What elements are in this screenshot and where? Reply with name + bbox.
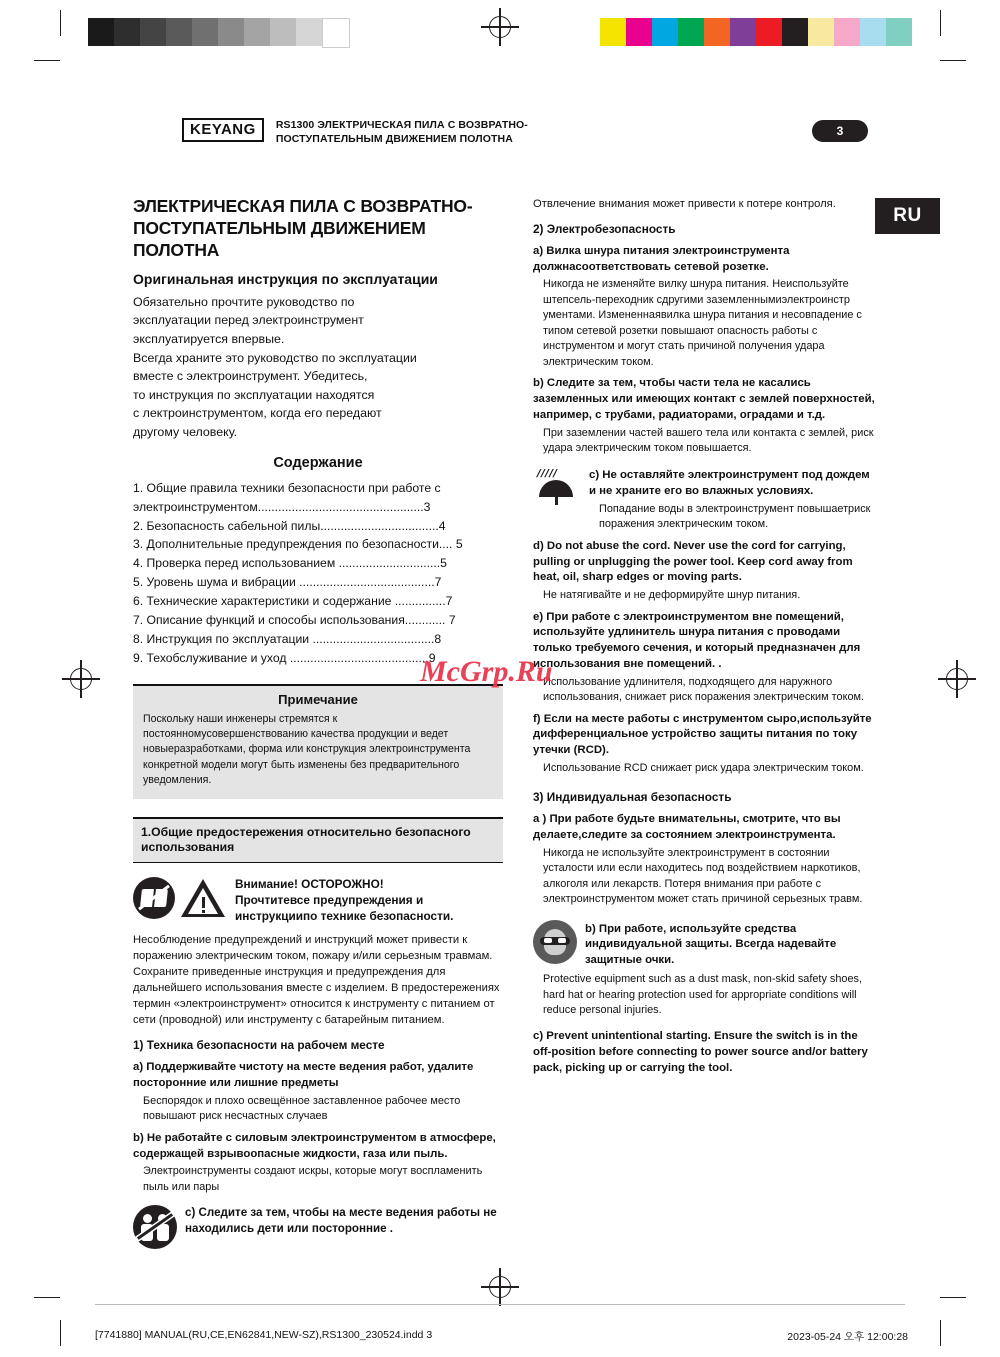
gray-swatch bbox=[218, 18, 244, 46]
lead-line: эксплуатации перед электроинструмент bbox=[133, 313, 364, 328]
registration-mark-bottom bbox=[481, 1268, 519, 1306]
gray-swatch bbox=[140, 18, 166, 46]
lead-line: то инструкция по эксплуатации находятся bbox=[133, 387, 375, 402]
item-a-body: Беспорядок и плохо освещённое заставленное рабочее место повышают риск несчастных случаев bbox=[143, 1094, 461, 1123]
registration-mark-left bbox=[62, 660, 100, 698]
page-number-badge: 3 bbox=[812, 120, 868, 142]
crop-mark-left-top bbox=[34, 60, 60, 61]
lead-line: Всегда храните это руководство по эксплуатации bbox=[133, 350, 417, 365]
toc-title: Содержание bbox=[273, 454, 363, 471]
footer-divider bbox=[95, 1304, 905, 1305]
toc-entry: 9. Техобслуживание и уход .........................................9 bbox=[133, 650, 436, 665]
crop-mark-left-bottom bbox=[34, 1297, 60, 1298]
color-swatch bbox=[652, 18, 678, 46]
continuation-line: Отвлечение внимания может привести к потере контроля. bbox=[533, 198, 836, 210]
item-2e-body: Использование удлинителя, подходящего для наружного использования, снижает риск поражения электрическим током. bbox=[543, 675, 865, 704]
color-swatch bbox=[860, 18, 886, 46]
item-3a-heading: a ) При работе будьте внимательны, смотрите, что вы делаете,следите за состоянием электроинструмента. bbox=[533, 813, 841, 841]
item-a-heading: a) Поддерживайте чистоту на месте ведения работ, удалите посторонние или лишние предметы bbox=[133, 1061, 474, 1090]
toc-entry: 1. Общие правила техники безопасности при работе с bbox=[133, 480, 441, 495]
gray-swatch bbox=[192, 18, 218, 46]
document-header bbox=[182, 118, 556, 146]
item-b-body: Электроинструменты создают искры, которые могут воспламенить пыль или пары bbox=[143, 1165, 483, 1193]
left-column bbox=[133, 196, 503, 1249]
color-swatch bbox=[626, 18, 652, 46]
warning-title: Внимание! ОСТОРОЖНО! bbox=[235, 877, 384, 892]
registration-mark-top bbox=[481, 8, 519, 46]
lead-line: вместе с электроинструмент. Убедитесь, bbox=[133, 369, 368, 384]
item-2c-heading: c) Не оставляйте электроинструмент под дождем и не храните его во влажных условиях. bbox=[589, 469, 870, 498]
toc-entry: 2. Безопасность сабельной пилы...................................4 bbox=[133, 518, 446, 533]
color-swatch bbox=[704, 18, 730, 46]
grayscale-calibration-bar bbox=[88, 18, 350, 48]
item-2d-body: Не натягивайте и не деформируйте шнур питания. bbox=[543, 589, 801, 602]
gray-swatch bbox=[296, 18, 322, 46]
warning-block bbox=[133, 877, 503, 924]
warning-body: Несоблюдение предупреждений и инструкций может привести к поражению электрическим током, пожару и/или серьезным травмам. Сохраните приведенные инструкция и предупреждения для дальнейшего использования вместе с изделием. В предостережениях термин «электроинструмент» относится к инструменту с питанием от сети (проводной) или инструменту с батарейным питанием. bbox=[133, 934, 500, 1027]
watermark: McGrp.Ru bbox=[420, 655, 553, 688]
item-3b-heading: b) При работе, используйте средства индивидуальной защиты. Всегда надевайте защитные очки. bbox=[585, 922, 837, 966]
item-3a-body: Никогда не используйте электроинструмент в состоянии усталости или если находитесь под воздействием наркотиков, алкоголя или лекарств. Потеря внимания при работе с электроинструментом может стать причиной серьезных травм. bbox=[543, 846, 863, 906]
warning-subtitle: Прочтитевсе предупреждения и инструкциипо технике безопасности. bbox=[235, 892, 454, 923]
section-heading: 1.Общие предостережения относительно безопасного использования bbox=[141, 824, 471, 855]
crop-mark-bottom-left bbox=[60, 1320, 61, 1346]
item-2f-heading: f) Если на месте работы с инструментом сыро,используйте дифференциальное устройство защиты питания по току утечки (RCD). bbox=[533, 712, 872, 756]
language-badge: RU bbox=[875, 198, 940, 234]
color-calibration-bar bbox=[600, 18, 912, 46]
right-column bbox=[533, 196, 878, 1077]
color-swatch bbox=[782, 18, 808, 46]
gray-swatch bbox=[244, 18, 270, 46]
warning-icon-group bbox=[133, 877, 225, 919]
lead-line: с лектроинструментом, когда его передают bbox=[133, 406, 382, 421]
subsection-3-heading: 3) Индивидуальная безопасность bbox=[533, 790, 732, 805]
item-c-block bbox=[133, 1205, 503, 1249]
no-children-icon bbox=[133, 1205, 177, 1249]
color-swatch bbox=[756, 18, 782, 46]
footer-filename: [7741880] MANUAL(RU,CE,EN62841,NEW-SZ),RS1300_230524.indd 3 bbox=[95, 1329, 433, 1341]
toc-entry: 8. Инструкция по эксплуатации ....................................8 bbox=[133, 631, 442, 646]
color-swatch bbox=[678, 18, 704, 46]
item-3b-block bbox=[533, 920, 878, 969]
item-2f-body: Использование RCD снижает риск удара электрическим током. bbox=[543, 761, 864, 774]
color-swatch bbox=[808, 18, 834, 46]
registration-mark-right bbox=[938, 660, 976, 698]
warning-triangle-icon bbox=[181, 879, 225, 917]
item-2b-body: При заземлении частей вашего тела или контакта с землей, риск удара электрическим током повышается. bbox=[543, 426, 874, 454]
header-model-line: RS1300 ЭЛЕКТРИЧЕСКАЯ ПИЛА С ВОЗВРАТНО-ПОСТУПАТЕЛЬНЫМ ДВИЖЕНИЕМ ПОЛОТНА bbox=[275, 119, 528, 146]
item-2a-heading: a) Вилка шнура питания электроинструмента должнасоответствовать сетевой розетке. bbox=[533, 244, 790, 273]
color-swatch bbox=[600, 18, 626, 46]
lead-line: Обязательно прочтите руководство по bbox=[133, 294, 355, 309]
color-swatch bbox=[730, 18, 756, 46]
item-3c-heading: c) Prevent unintentional starting. Ensure the switch is in the off-position before connecting to power source and/or battery pack, picking up or carrying the tool. bbox=[533, 1030, 868, 1075]
page-title: ЭЛЕКТРИЧЕСКАЯ ПИЛА С ВОЗВРАТНО-ПОСТУПАТЕЛЬНЫМ ДВИЖЕНИЕМ ПОЛОТНА bbox=[133, 196, 473, 260]
item-c-heading: c) Следите за тем, чтобы на месте ведения работы не находились дети или посторонние . bbox=[185, 1206, 497, 1235]
gray-swatch bbox=[114, 18, 140, 46]
note-title: Примечание bbox=[278, 691, 358, 707]
subsection-1-heading: 1) Техника безопасности на рабочем месте bbox=[133, 1038, 385, 1053]
item-2e-heading: e) При работе с электроинструментом вне помещений, используйте удлинитель шнура питания с проводами только требуемого сечения, и который предназначен для использования вне помещений. . bbox=[533, 610, 861, 670]
item-3b-body: Protective equipment such as a dust mask, non-skid safety shoes, hard hat or hearing protection used for appropriate conditions will reduce personal injuries. bbox=[543, 972, 863, 1017]
gray-swatch bbox=[322, 18, 350, 48]
item-2c-block bbox=[533, 466, 878, 532]
toc-entry: электроинструментом.................................................3 bbox=[133, 499, 431, 514]
note-body: Поскольку наши инженеры стремятся к постоянномусовершенствованию качества продукции и ведет новыеразработками, форма или конструкция электроинструмента конкретной модели могут быть изменены без предварительного уведомления. bbox=[143, 712, 471, 787]
lead-line: эксплуатируется впервые. bbox=[133, 332, 285, 347]
crop-mark-right-top bbox=[940, 60, 966, 61]
rain-drops-icon: ///// bbox=[535, 468, 560, 481]
brand-logo: KEYANG bbox=[182, 118, 264, 142]
lead-line: другому человеку. bbox=[133, 425, 238, 440]
no-rain-umbrella-icon bbox=[533, 466, 583, 506]
item-2c-body: Попадание воды в электроинструмент повышаетриск поражения электрическим током. bbox=[599, 502, 871, 531]
crop-mark-top-left bbox=[60, 10, 61, 36]
page-subtitle: Оригинальная инструкция по эксплуатации bbox=[133, 270, 438, 287]
toc-entry: 3. Дополнительные предупреждения по безопасности.... 5 bbox=[133, 537, 463, 552]
note-box bbox=[133, 684, 503, 799]
subsection-2-heading: 2) Электробезопасность bbox=[533, 222, 676, 237]
crop-mark-right-bottom bbox=[940, 1297, 966, 1298]
toc-entry: 6. Технические характеристики и содержание ...............7 bbox=[133, 594, 453, 609]
footer-timestamp: 2023-05-24 오후 12:00:28 bbox=[787, 1331, 908, 1343]
item-2a-body: Никогда не изменяйте вилку шнура питания. Неиспользуйте штепсель-переходник сдругими заземленнымиэлектроинстр ументами. Измененнаявилка шнура питания и несовпадение с типом сетевой розетки повышают опасность работы с инструментом и могут стать причиной получения удара электрическим током. bbox=[543, 278, 862, 368]
item-2b-heading: b) Следите за тем, чтобы части тела не касались заземленных или имеющих контакт с землей поверхностей, например, с трубами, радиаторами, оградами и т.д. bbox=[533, 377, 875, 421]
gray-swatch bbox=[88, 18, 114, 46]
warning-text bbox=[235, 877, 503, 924]
gray-swatch bbox=[270, 18, 296, 46]
read-manual-icon bbox=[133, 877, 175, 919]
toc-entry: 5. Уровень шума и вибрации ........................................7 bbox=[133, 575, 442, 590]
item-2d-heading: d) Do not abuse the cord. Never use the cord for carrying, pulling or unplugging the power tool. Keep cord away from heat, oil, sharp edges or moving parts. bbox=[533, 539, 853, 584]
section-heading-box bbox=[133, 817, 503, 864]
item-b-heading: b) Не работайте с силовым электроинструментом в атмосфере, содержащей взрывоопасные жидкости, газа или пыль. bbox=[133, 1131, 496, 1160]
crop-mark-bottom-right bbox=[940, 1320, 941, 1346]
color-swatch bbox=[886, 18, 912, 46]
toc-entry: 7. Описание функций и способы использования............ 7 bbox=[133, 613, 456, 628]
toc-entry: 4. Проверка перед использованием ..............................5 bbox=[133, 556, 447, 571]
safety-goggles-icon bbox=[533, 920, 577, 964]
crop-mark-top-right bbox=[940, 10, 941, 36]
color-swatch bbox=[834, 18, 860, 46]
gray-swatch bbox=[166, 18, 192, 46]
